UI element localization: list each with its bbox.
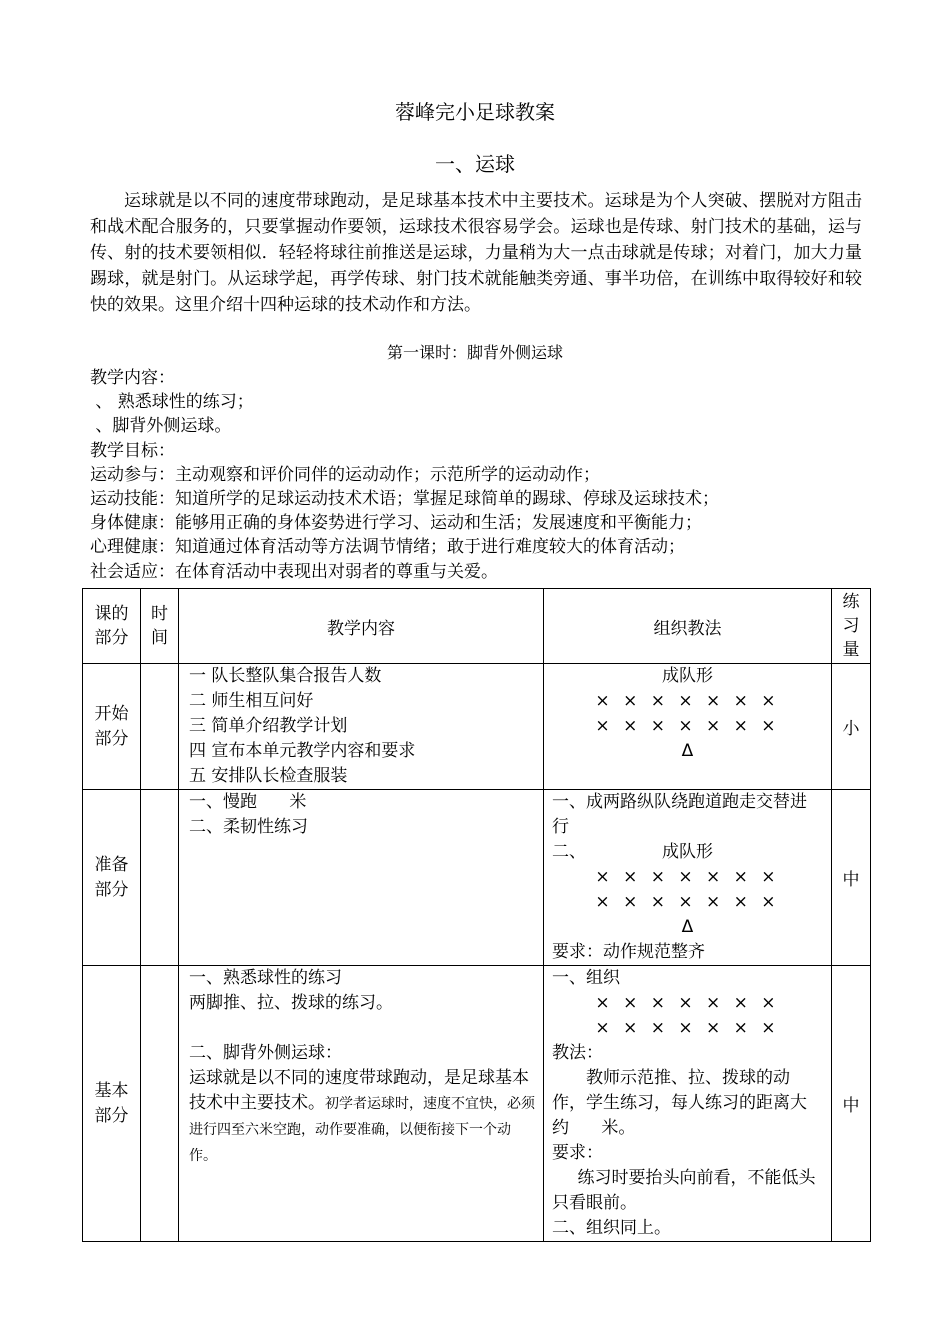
- goal-line: 运动技能：知道所学的足球运动技术术语；掌握足球简单的踢球、停球及运球技术；: [90, 488, 719, 509]
- amount-cell: 中: [832, 790, 871, 966]
- header-content: 教学内容: [179, 589, 544, 664]
- header-amount: 练 习 量: [832, 589, 871, 664]
- goal-line: 身体健康：能够用正确的身体姿势进行学习、运动和生活；发展速度和平衡能力；: [90, 513, 702, 534]
- lesson-title: 第一课时：脚背外侧运球: [386, 343, 563, 362]
- teaching-goals: [90, 366, 870, 584]
- document-title: 蓉峰完小足球教案: [395, 100, 555, 124]
- goal-line: 心理健康：知道通过体育活动等方法调节情绪；敢于进行难度较大的体育活动；: [90, 537, 685, 558]
- method-cell: 一、成两路纵队绕跑道跑走交替进行 二、 成队形 × × × × × × × × × × × × × × Δ 要求：动作规范整齐: [544, 790, 832, 966]
- goal-line: 、 熟悉球性的练习；: [90, 392, 254, 413]
- section-title: 一、运球: [435, 152, 515, 176]
- method-cell: 成队形 × × × × × × × × × × × × × × Δ: [544, 664, 832, 790]
- teacher-marker: Δ: [681, 741, 694, 761]
- header-method: 组织教法: [544, 589, 832, 664]
- header-time: 时 间: [141, 589, 179, 664]
- content-cell: 一、慢跑 米 二、柔韧性练习: [179, 790, 544, 966]
- time-cell: [141, 966, 179, 1242]
- part-cell: 基本 部分: [83, 966, 141, 1242]
- amount-cell: 小: [832, 664, 871, 790]
- goal-line: 运动参与：主动观察和评价同伴的运动动作；示范所学的运动动作；: [90, 464, 600, 485]
- goal-line: 教学内容：: [90, 368, 175, 388]
- time-cell: [141, 790, 179, 966]
- lesson-plan-table: [82, 588, 871, 1242]
- goal-line: 、脚背外侧运球。: [90, 416, 232, 437]
- table-header-row: [83, 589, 871, 664]
- formation-row: × × × × × × ×: [595, 1018, 780, 1038]
- time-cell: [141, 664, 179, 790]
- teacher-marker: Δ: [681, 917, 694, 937]
- goal-line: 社会适应：在体育活动中表现出对弱者的尊重与关爱。: [90, 561, 498, 582]
- part-cell: 准备 部分: [83, 790, 141, 966]
- table-row: [83, 664, 871, 790]
- part-cell: 开始 部分: [83, 664, 141, 790]
- content-cell: 一 队长整队集合报告人数 二 师生相互问好 三 简单介绍教学计划 四 宣布本单元教学内容和要求 五 安排队长检查服装: [179, 664, 544, 790]
- formation-row: × × × × × × ×: [595, 892, 780, 912]
- table-row: [83, 790, 871, 966]
- method-cell: 一、组织 × × × × × × × × × × × × × × 教法： 教师示范推、拉、拨球的动作，学生练习，每人练习的距离大约 米。 要求： 练习时要抬头向前看，不能低头只看眼前。 二、组织同上。: [544, 966, 832, 1242]
- content-cell: 一、熟悉球性的练习 两脚推、拉、拨球的练习。 二、脚背外侧运球： 运球就是以不同的速度带球跑动，是足球基本技术中主要技术。初学者运球时，速度不宜快，必须进行四至六米空跑，动作要准确，以便衔接下一个动作。: [179, 966, 544, 1242]
- formation-row: × × × × × × ×: [595, 867, 780, 887]
- amount-cell: 中: [832, 966, 871, 1242]
- table-row: [83, 966, 871, 1242]
- formation-row: × × × × × × ×: [595, 993, 780, 1013]
- formation-row: × × × × × × ×: [595, 691, 780, 711]
- formation-row: × × × × × × ×: [595, 716, 780, 736]
- header-part: 课的 部分: [83, 589, 141, 664]
- intro-paragraph: 运球就是以不同的速度带球跑动，是足球基本技术中主要技术。运球是为个人突破、摆脱对方阻击和战术配合服务的，只要掌握动作要领，运球技术很容易学会。运球也是传球、射门技术的基础，运与传、射的技术要领相似．轻轻将球往前推送是运球，力量稍为大一点击球就是传球；对着门，加大力量踢球，就是射门。从运球学起，再学传球、射门技术就能触类旁通、事半功倍，在训练中取得较好和较快的效果。这里介绍十四种运球的技术动作和方法。: [90, 191, 862, 315]
- goal-line: 教学目标：: [90, 440, 175, 461]
